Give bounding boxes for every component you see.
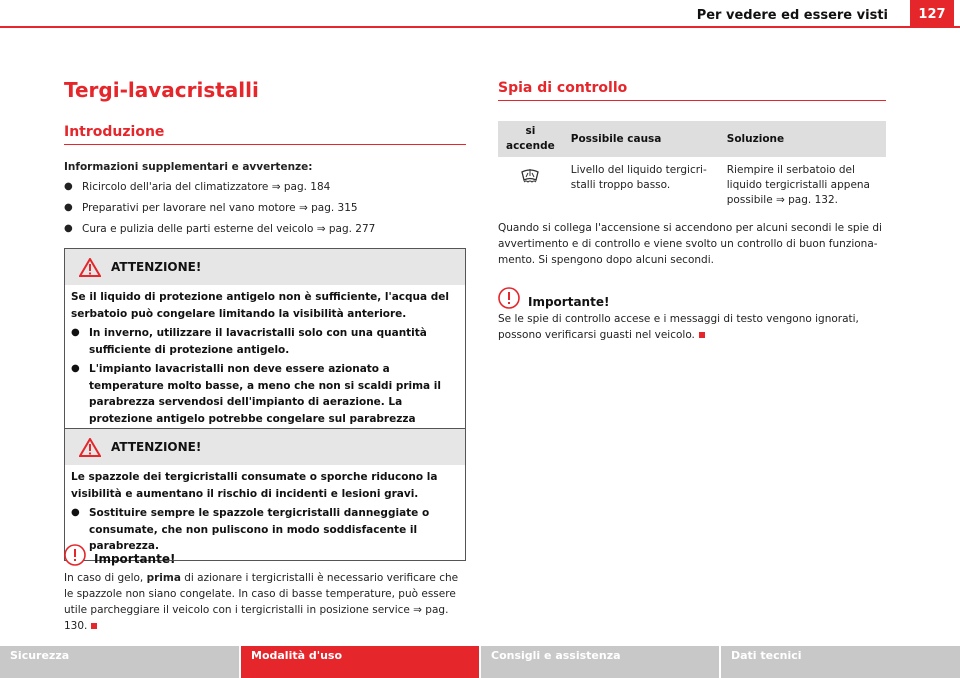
- bullet-icon: ●: [71, 327, 80, 338]
- warning-header: [65, 249, 465, 285]
- footer-tab-sicurezza[interactable]: [0, 646, 239, 678]
- warning-body: [65, 285, 465, 449]
- table-row: [498, 157, 886, 214]
- warning-title: ATTENZIONE!: [111, 440, 202, 454]
- info-heading: Informazioni supplementari e avvertenze:: [64, 161, 313, 173]
- important-text-pre: In caso di gelo,: [64, 572, 147, 584]
- warning-bullet-text: Sostituire sempre le spazzole tergicristalli danneggiate o consumate, che non puliscono in modo soddisfacente il parabrezza.: [89, 507, 430, 552]
- end-marker-icon: [91, 623, 97, 629]
- footer-tab-label: Sicurezza: [10, 649, 70, 662]
- page-number: 127: [910, 0, 954, 27]
- list-item: [64, 221, 466, 237]
- bullet-icon: ●: [71, 363, 80, 374]
- list-item-text: Preparativi per lavorare nel vano motore ⇒ pag. 315: [82, 202, 358, 214]
- indicator-table: [498, 121, 886, 214]
- bullet-icon: ●: [64, 223, 73, 234]
- warning-triangle-icon: [79, 438, 101, 457]
- header-rule: [0, 26, 960, 28]
- important-header: [498, 287, 886, 309]
- important-text-post: di azionare i tergicristalli è necessario verificare che le spazzole non siano congelate. In caso di basse temperature, può essere utile parcheggiare il veicolo con i tergicristalli in posizione service ⇒ pag. 130.: [64, 572, 459, 632]
- col-header-causa: Possibile causa: [563, 121, 719, 157]
- warning-bullet-text: L'impianto lavacristalli non deve essere azionato a temperature molto basse, a meno che non si scaldi prima il parabrezza servendosi dell'impianto di aerazione. La protezione antigelo potrebbe congelare sul parabrezza: [89, 363, 441, 425]
- chapter-title: Per vedere ed essere visti: [696, 8, 888, 23]
- warning-header: [65, 429, 465, 465]
- section-heading-spia: Spia di controllo: [498, 80, 886, 101]
- list-item-text: Cura e pulizia delle parti esterne del veicolo ⇒ pag. 277: [82, 223, 376, 235]
- warning-triangle-icon: [79, 258, 101, 277]
- table-header-row: [498, 121, 886, 157]
- footer-tab-label: Dati tecnici: [731, 649, 802, 662]
- footer-tab-label: Modalità d'uso: [251, 649, 343, 662]
- warning-box-antigelo: [64, 248, 466, 450]
- indicator-table-wrap: [498, 121, 886, 214]
- col-header-si-accende: si accende: [498, 121, 563, 157]
- list-item: [64, 179, 466, 195]
- page-title: Tergi-lavacristalli: [64, 78, 259, 102]
- important-note-spie: [498, 287, 886, 343]
- right-column: [498, 80, 886, 101]
- important-title: Importante!: [528, 295, 610, 309]
- end-marker-icon: [699, 332, 705, 338]
- important-title: Importante!: [94, 552, 176, 566]
- section-heading-introduzione: Introduzione: [64, 124, 466, 145]
- warning-bullet: [71, 325, 459, 358]
- washer-fluid-icon: [520, 167, 540, 183]
- warning-title: ATTENZIONE!: [111, 260, 202, 274]
- list-item-text: Ricircolo dell'aria del climatizzatore ⇒ pag. 184: [82, 181, 331, 193]
- bullet-icon: ●: [71, 507, 80, 518]
- important-note-gelo: [64, 544, 466, 634]
- footer-tab-label: Consigli e assistenza: [491, 649, 621, 662]
- warning-text: Se il liquido di protezione antigelo non è sufficiente, l'acqua del serbatoio può congelare limitando la visibilità anteriore.: [71, 291, 449, 320]
- table-cell-icon: [498, 157, 563, 214]
- important-header: [64, 544, 466, 566]
- important-text-bold: prima: [146, 572, 181, 584]
- important-text-body: Se le spie di controllo accese e i messaggi di testo vengono ignorati, possono verificarsi guasti nel veicolo.: [498, 313, 859, 341]
- list-item: [64, 200, 466, 216]
- important-exclamation-icon: [64, 544, 86, 566]
- footer-tab-modalita-uso[interactable]: [241, 646, 479, 678]
- table-cell-solution: Riempire il serbatoio del liquido tergicristalli appena possibile ⇒ pag. 132.: [726, 164, 870, 206]
- footer-tab-dati-tecnici[interactable]: [721, 646, 960, 678]
- important-text: [64, 570, 466, 634]
- info-list: [64, 179, 466, 237]
- bullet-icon: ●: [64, 181, 73, 192]
- important-exclamation-icon: [498, 287, 520, 309]
- intro-paragraph: Quando si collega l'accensione si accendono per alcuni secondi le spie di avvertimento e di controllo e viene svolto un controllo di buon funziona-mento. Si spengono dopo alcuni secondi.: [498, 222, 882, 266]
- important-text: [498, 311, 886, 343]
- left-column: [64, 78, 466, 237]
- bullet-icon: ●: [64, 202, 73, 213]
- warning-bullet-text: In inverno, utilizzare il lavacristalli solo con una quantità sufficiente di protezione antigelo.: [89, 327, 427, 356]
- warning-text: Le spazzole dei tergicristalli consumate o sporche riducono la visibilità e aumentano il rischio di incidenti e lesioni gravi.: [71, 471, 438, 500]
- table-cell-cause: Livello del liquido tergicri-stalli troppo basso.: [570, 164, 707, 191]
- col-header-soluzione: Soluzione: [719, 121, 886, 157]
- footer-tab-consigli[interactable]: [481, 646, 719, 678]
- warning-box-spazzole: [64, 428, 466, 561]
